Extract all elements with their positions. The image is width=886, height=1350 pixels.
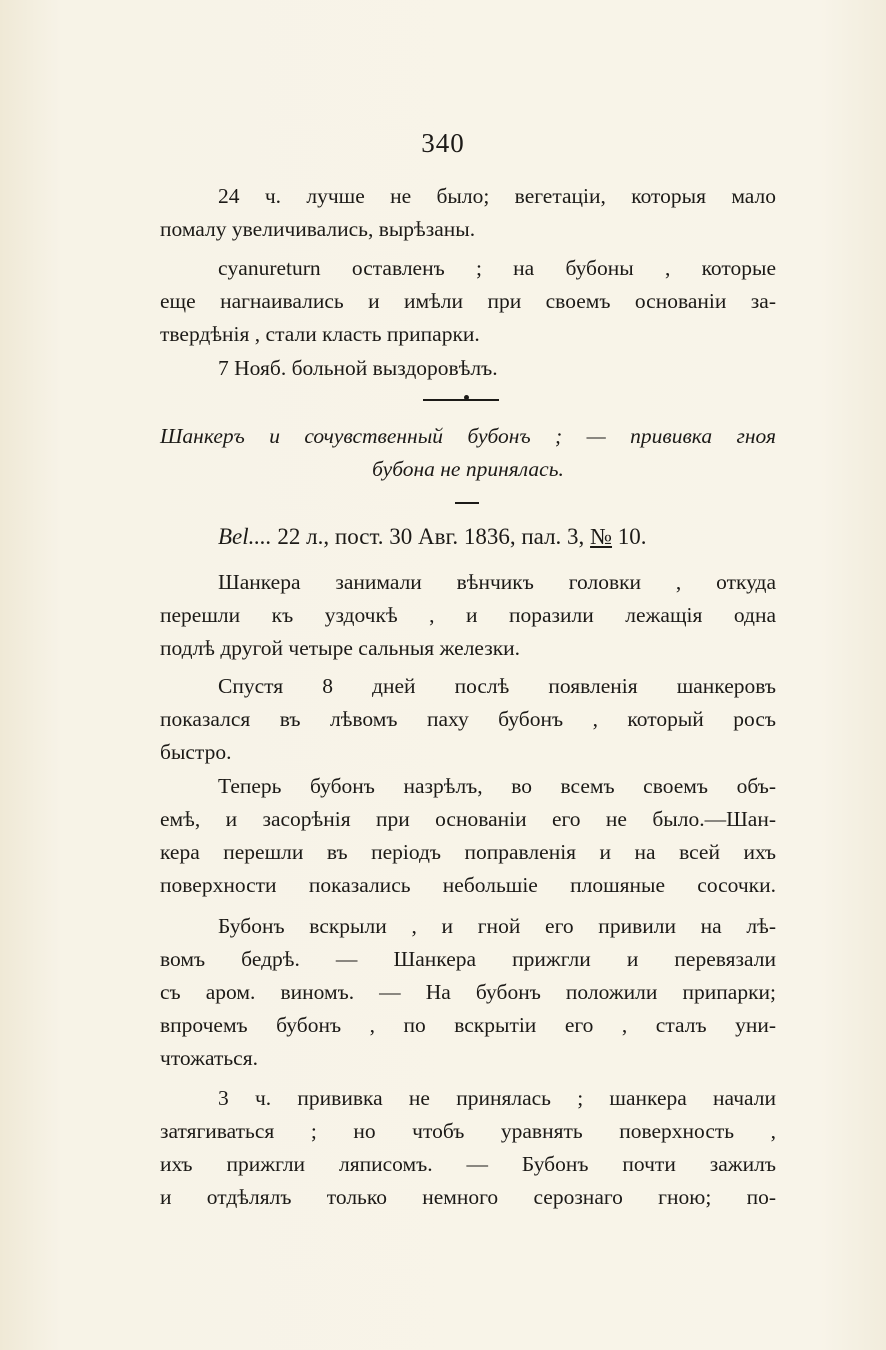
heading-rule [455,502,479,504]
paragraph-2 [160,670,776,769]
heading-line: бубона не принялась. [372,457,564,481]
text-line: cyanureturn оставленъ ; на бубоны , которые [218,256,776,280]
text-line: вомъ бедрѣ. — Шанкера прижгли и перевязали [160,947,776,971]
text-line: ихъ прижгли ляписомъ. — Бубонъ почти зажилъ [160,1152,776,1176]
text-line: 3 ч. прививка не принялась ; шанкера начали [218,1086,776,1110]
text-line: впрочемъ бубонъ , по вскрытіи его , сталъ уни- [160,1013,776,1037]
paragraph-4 [160,910,776,1075]
paragraph-recovery [160,352,776,385]
case-number: 10. [617,524,647,549]
text-line: Шанкера занимали вѣнчикъ головки , откуда [218,570,776,594]
paragraph-cyanuretum [160,252,776,351]
text-line: твердѣнія , стали класть припарки. [160,322,480,346]
paragraph-5 [160,1082,776,1214]
section-divider [423,399,499,401]
heading-line: Шанкеръ и сочувственный бубонъ ; — прививка гноя [160,424,776,448]
text-line [160,520,776,553]
text-line: Бубонъ вскрыли , и гной его привили на лѣ- [218,914,776,938]
text-line: емѣ, и засорѣнія при основаніи его не было.—Шан- [160,807,776,831]
text-line: и отдѣлялъ только немного серознаго гною; по- [160,1185,776,1209]
text-line: помалу увеличивались, вырѣзаны. [160,217,476,241]
paragraph-3 [160,770,776,902]
text-line: затягиваться ; но чтобъ уравнять поверхность , [160,1119,776,1143]
section-divider-dot [464,395,469,400]
text-line: перешли къ уздочкѣ , и поразили лежащія одна [160,603,776,627]
paragraph-continuation [160,180,776,246]
section-heading [160,420,776,486]
case-details: 22 л., пост. 30 Авг. 1836, пал. 3, [277,524,585,549]
text-line: Спустя 8 дней послѣ появленія шанкеровъ [218,674,776,698]
text-line: подлѣ другой четыре сальныя железки. [160,636,521,660]
page-number: 340 [421,128,465,158]
text-line: быстро. [160,740,232,764]
text-line: кера перешли въ періодъ поправленія и на всей ихъ [160,840,776,864]
text-line: съ аром. виномъ. — На бубонъ положили припарки; [160,980,776,1004]
text-line: чтожаться. [160,1046,258,1070]
text-line: показался въ лѣвомъ паху бубонъ , который росъ [160,707,776,731]
text-line: еще нагнаивались и имѣли при своемъ основаніи за- [160,289,776,313]
case-line [160,520,776,553]
text-line: 7 Нояб. больной выздоровѣлъ. [218,356,498,380]
text-line: Теперь бубонъ назрѣлъ, во всемъ своемъ объ- [218,774,776,798]
patient-name: Bel.... [218,524,272,549]
text-line: поверхности показались небольшіе плошяные сосочки. [160,873,776,897]
paragraph-1 [160,566,776,665]
numero-sign: № [590,524,613,549]
text-line: 24 ч. лучше не было; вегетаціи, которыя мало [218,184,776,208]
